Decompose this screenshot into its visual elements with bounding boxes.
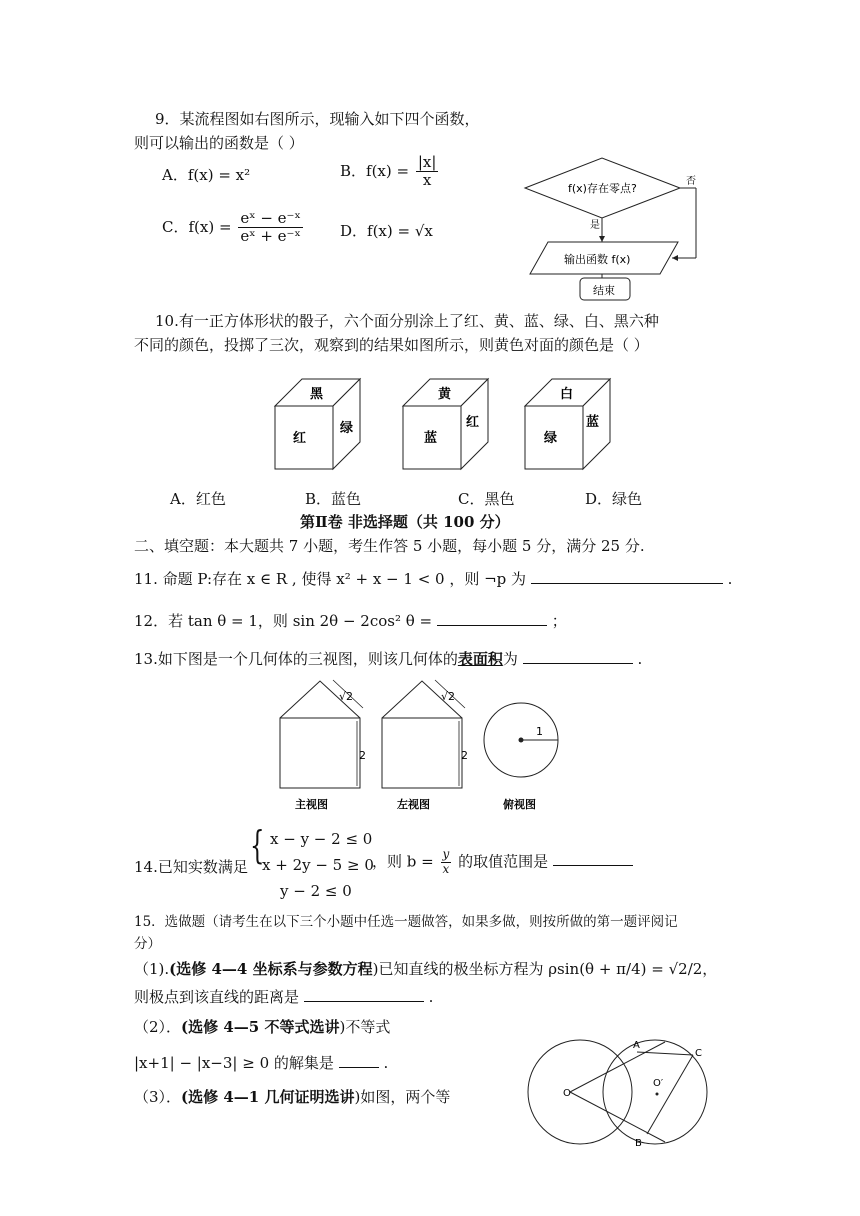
top-view xyxy=(484,703,558,811)
top-view-radius: 1 xyxy=(536,725,543,738)
q15-part1-line2 xyxy=(134,986,433,1007)
q9-line1: 9．某流程图如右图所示，现输入如下四个函数， xyxy=(155,110,480,128)
flow-output-text: 输出函数 f(x) xyxy=(564,253,631,266)
q9-option-d: D．f(x) = √x xyxy=(340,222,433,240)
cube-3 xyxy=(525,379,610,469)
cube-3-front: 绿 xyxy=(544,431,558,446)
q15-p3-text: )如图，两个等 xyxy=(354,1088,451,1106)
q15-p2-text: )不等式 xyxy=(339,1018,391,1036)
q14-answer-blank[interactable] xyxy=(553,865,633,866)
q12 xyxy=(134,610,567,631)
cube-1-front: 红 xyxy=(293,431,307,446)
q15-p2-bold: (选修 4—5 不等式选讲 xyxy=(181,1018,340,1036)
fig-label-op: O′ xyxy=(653,1078,664,1089)
q15-p1-end: . xyxy=(428,988,434,1006)
q14-ineq-2: x + 2y − 5 ≥ 0 xyxy=(262,856,374,874)
q15-part3 xyxy=(134,1086,450,1107)
q10-option-c: C．黑色 xyxy=(458,490,515,508)
top-view-label: 俯视图 xyxy=(503,798,536,811)
q12-end: ； xyxy=(551,612,567,630)
cube-2 xyxy=(403,379,488,469)
cube-1 xyxy=(275,379,360,469)
q9-option-c-num: eˣ − e⁻ˣ xyxy=(240,209,301,227)
side-view xyxy=(382,680,468,811)
fig-label-b: B xyxy=(635,1138,642,1149)
q10-line1: 10.有一正方体形状的骰子，六个面分别涂上了红、黄、蓝、绿、白、黑六种 xyxy=(155,312,659,330)
q9-option-b xyxy=(340,154,440,190)
q15-p3-bold: (选修 4—1 几何证明选讲 xyxy=(181,1088,355,1106)
flow-end-text: 结束 xyxy=(593,284,615,297)
q9-option-c-fraction xyxy=(238,210,303,246)
q15-p2-line2: |x+1| − |x−3| ≥ 0 的解集是 xyxy=(134,1054,334,1072)
q14-fraction xyxy=(441,848,452,877)
q14-tail xyxy=(372,848,633,877)
q11-answer-blank[interactable] xyxy=(531,583,723,584)
q10-option-d: D．绿色 xyxy=(585,490,643,508)
q15-part2 xyxy=(134,1016,390,1037)
flow-decision-text: f(x)存在零点? xyxy=(568,182,637,195)
cube-2-front: 蓝 xyxy=(424,431,438,446)
cube-1-side: 绿 xyxy=(340,421,354,436)
q9-option-a: A．f(x) = x² xyxy=(162,166,251,184)
q15-part1 xyxy=(134,958,717,979)
q13-bold: 表面积 xyxy=(457,650,503,668)
q15-part2-line2 xyxy=(134,1052,388,1073)
front-view-2: 2 xyxy=(359,749,366,762)
q13-prefix: 13.如下图是一个几何体的三视图，则该几何体的 xyxy=(134,650,458,668)
part2-section: 二、填空题：本大题共 7 小题，考生作答 5 小题，每小题 5 分，满分 25 分. xyxy=(134,537,645,555)
q9-flowchart xyxy=(520,150,710,305)
side-view-sqrt2: √2 xyxy=(441,690,456,703)
q15-p1-line2: 则极点到该直线的距离是 xyxy=(134,988,300,1006)
q15-p3-prefix: （3）． xyxy=(134,1088,182,1106)
q10-option-a: A．红色 xyxy=(170,490,226,508)
q9-line2: 则可以输出的函数是（ ） xyxy=(134,134,304,152)
side-view-label: 左视图 xyxy=(397,798,430,811)
fig-label-o: O xyxy=(563,1088,571,1099)
q11-end: . xyxy=(727,570,733,588)
q15-circles-figure xyxy=(525,1030,725,1150)
q14-mid: ，则 b = xyxy=(372,852,434,871)
q10-cubes xyxy=(270,374,620,474)
q14-brace: { xyxy=(250,823,265,867)
q9-option-c-label: C．f(x) = xyxy=(162,217,232,236)
q10-option-b: B．蓝色 xyxy=(305,490,362,508)
front-view xyxy=(280,680,366,811)
q15-p1-bold: (选修 4—4 坐标系与参数方程 xyxy=(169,960,373,978)
cube-3-top: 白 xyxy=(560,387,574,402)
q14-frac-den: x xyxy=(442,861,450,876)
side-view-2: 2 xyxy=(461,749,468,762)
q15-p1-prefix: （1). xyxy=(134,960,170,978)
q15-line2: 分） xyxy=(134,936,161,952)
fig-label-c: C xyxy=(695,1048,702,1059)
front-view-label: 主视图 xyxy=(295,798,328,811)
cube-3-side: 蓝 xyxy=(586,415,600,430)
front-view-sqrt2: √2 xyxy=(339,690,354,703)
q12-answer-blank[interactable] xyxy=(437,625,547,626)
q9-option-b-fraction xyxy=(416,154,439,190)
q14-ineq-1: x − y − 2 ≤ 0 xyxy=(270,830,373,848)
q10-line2: 不同的颜色，投掷了三次，观察到的结果如图所示，则黄色对面的颜色是（ ） xyxy=(134,336,649,354)
q14-prefix: 14.已知实数满足 xyxy=(134,858,248,876)
q13-end: . xyxy=(637,650,643,668)
cube-2-side: 红 xyxy=(466,415,480,430)
q13-answer-blank[interactable] xyxy=(523,663,633,664)
q13-mid: 为 xyxy=(502,650,518,668)
q13-three-views xyxy=(275,676,575,816)
q14-suffix: 的取值范围是 xyxy=(458,852,549,871)
q15-p2-answer-blank[interactable] xyxy=(339,1067,379,1068)
q15-p1-text: )已知直线的极坐标方程为 ρsin(θ + π/4) = √2/2， xyxy=(372,960,718,978)
q13 xyxy=(134,648,642,669)
fig-label-a: A xyxy=(633,1040,640,1051)
q15-p1-answer-blank[interactable] xyxy=(304,1001,424,1002)
q15-line1: 15．选做题（请考生在以下三个小题中任选一题做答，如果多做，则按所做的第一题评阅记 xyxy=(134,914,678,930)
q12-text: 12．若 tan θ = 1，则 sin 2θ − 2cos² θ = xyxy=(134,612,433,630)
q9-option-b-den: x xyxy=(422,171,432,190)
q9-option-b-label: B．f(x) = xyxy=(340,161,410,180)
q11-text: 11. 命题 P:存在 x ∈ R , 使得 x² + x − 1 < 0 ，则 ¬p 为 xyxy=(134,570,527,588)
part2-title: 第Ⅱ卷 非选择题（共 100 分） xyxy=(300,513,510,531)
q15-p2-prefix: （2）． xyxy=(134,1018,182,1036)
cube-1-top: 黑 xyxy=(310,387,324,402)
q9-option-b-num: |x| xyxy=(417,153,437,171)
q14-frac-num: y xyxy=(442,847,450,861)
q14-ineq-3: y − 2 ≤ 0 xyxy=(280,882,352,900)
cube-2-top: 黄 xyxy=(438,387,452,402)
q11 xyxy=(134,568,732,589)
q15-p2-end: . xyxy=(383,1054,389,1072)
q9-option-c-den: eˣ + e⁻ˣ xyxy=(240,227,301,246)
flow-yes-label: 是 xyxy=(590,220,600,231)
flow-no-label: 否 xyxy=(686,176,696,187)
q9-option-c xyxy=(162,210,305,246)
